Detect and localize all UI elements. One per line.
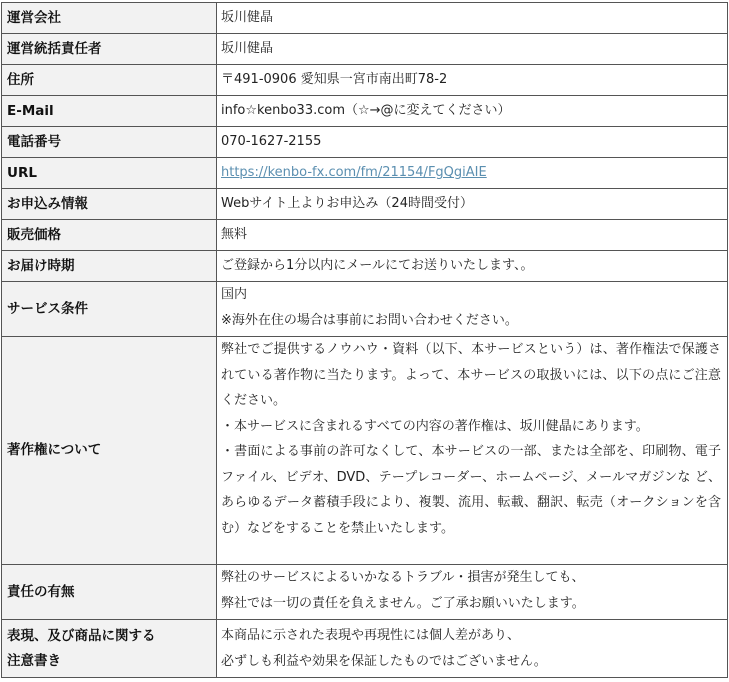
notice-value — [217, 620, 728, 678]
price-value: 無料 — [217, 220, 728, 251]
price-label: 販売価格 — [2, 220, 217, 251]
url-cell — [217, 158, 728, 189]
url-label: URL — [2, 158, 217, 189]
copyright-value — [217, 337, 728, 565]
table-row-price — [2, 220, 728, 251]
notice-line: 必ずしも利益や効果を保証したものではございません。 — [221, 653, 547, 669]
address-value: 〒491-0906 愛知県一宮市南出町78-2 — [217, 65, 728, 96]
copyright-label: 著作権について — [2, 337, 217, 565]
company-label: 運営会社 — [2, 3, 217, 34]
table-row-email — [2, 96, 728, 127]
notice-label-line: 注意書き — [7, 652, 61, 669]
table-row-url — [2, 158, 728, 189]
table-row-phone — [2, 127, 728, 158]
liability-line: 弊社では一切の責任を負えません。ご了承お願いいたします。 — [221, 595, 585, 611]
table-row-manager — [2, 34, 728, 65]
application-value: Webサイト上よりお申込み（24時間受付） — [217, 189, 728, 220]
table-row-notice — [2, 620, 728, 678]
liability-line: 弊社のサービスによるいかなるトラブル・損害が発生しても、 — [221, 570, 585, 585]
legal-info-table — [1, 2, 728, 678]
table-row-application — [2, 189, 728, 220]
service-value — [217, 282, 728, 337]
email-label: E-Mail — [2, 96, 217, 127]
notice-line: 本商品に示された表現や再現性には個人差があり、 — [221, 628, 521, 643]
liability-value — [217, 565, 728, 620]
url-link[interactable]: https://kenbo-fx.com/fm/21154/FgQgiAIE — [221, 165, 487, 181]
notice-label-line: 表現、及び商品に関する — [7, 627, 156, 644]
delivery-value: ご登録から1分以内にメールにてお送りいたします、。 — [217, 251, 728, 282]
table-row-service — [2, 282, 728, 337]
service-line: ※海外在住の場合は事前にお問い合わせください。 — [221, 312, 518, 328]
copyright-paragraph: ・書面による事前の許可なくして、本サービスの一部、または全部を、印刷物、電子ファイル、ビデオ、DVD、テープレコーダー、ホームページ、メールマガジンな ど、あらゆるデータ蓄積手段により、複製、流用、転載、翻訳、転売（オークションを含む）などをすることを禁止いたします。 — [221, 444, 721, 536]
service-line: 国内 — [221, 287, 248, 302]
service-label: サービス条件 — [2, 282, 217, 337]
copyright-paragraph: ・本サービスに含まれるすべての内容の著作権は、坂川健晶にあります。 — [221, 418, 649, 434]
table-row-address — [2, 65, 728, 96]
address-label: 住所 — [2, 65, 217, 96]
manager-label: 運営統括責任者 — [2, 34, 217, 65]
table-row-company — [2, 3, 728, 34]
manager-value: 坂川健晶 — [217, 34, 728, 65]
delivery-label: お届け時期 — [2, 251, 217, 282]
application-label: お申込み情報 — [2, 189, 217, 220]
table-row-liability — [2, 565, 728, 620]
phone-label: 電話番号 — [2, 127, 217, 158]
notice-label — [2, 620, 217, 678]
table-row-copyright — [2, 337, 728, 565]
email-value: info☆kenbo33.com（☆→@に変えてください） — [217, 96, 728, 127]
phone-value: 070-1627-2155 — [217, 127, 728, 158]
copyright-paragraph: 弊社でご提供するノウハウ・資料（以下、本サービスという）は、著作権法で保護されている著作物に当たります。よって、本サービスの取扱いには、以下の点にご注意ください。 — [221, 342, 721, 408]
table-row-delivery — [2, 251, 728, 282]
company-value: 坂川健晶 — [217, 3, 728, 34]
liability-label: 責任の有無 — [2, 565, 217, 620]
